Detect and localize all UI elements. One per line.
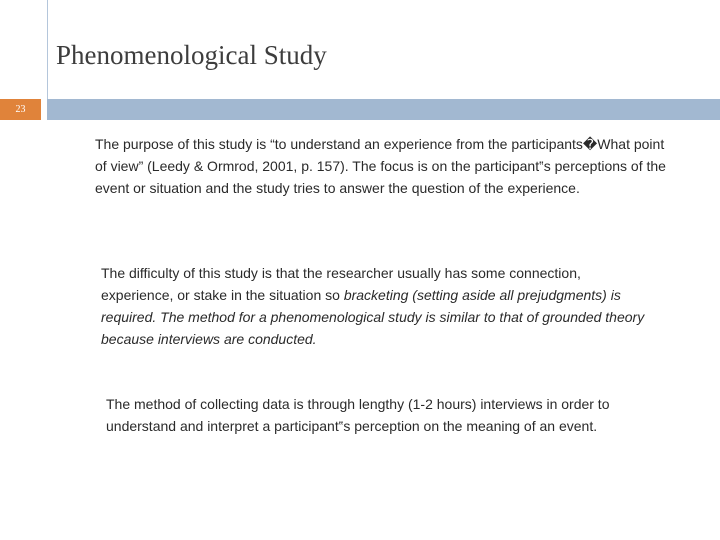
difficulty-paragraph: [101, 262, 646, 350]
purpose-paragraph: The purpose of this study is “to understand an experience from the participants�What point of view” (Leedy & Ormrod, 2001, p. 157). The focus is on the participant‟s perceptions of the event or situation and the study tries to answer the question of the experience.: [95, 136, 666, 196]
slide-number-badge: 23: [0, 99, 41, 120]
method-paragraph: The method of collecting data is through lengthy (1-2 hours) interviews in order to understand and interpret a participant‟s perception on the meaning of an event.: [106, 396, 610, 434]
title-accent-bar: [47, 99, 720, 120]
slide-title: Phenomenological Study: [56, 40, 327, 70]
difficulty-italic-text: bracketing (setting aside all prejudgments) is required. The method for a phenomenological study is similar to that of grounded theory because interviews are conducted.: [101, 287, 645, 347]
difficulty-text: The difficulty of this study is that the researcher usually has some connection, experience, or stake in the situation so: [101, 265, 581, 303]
